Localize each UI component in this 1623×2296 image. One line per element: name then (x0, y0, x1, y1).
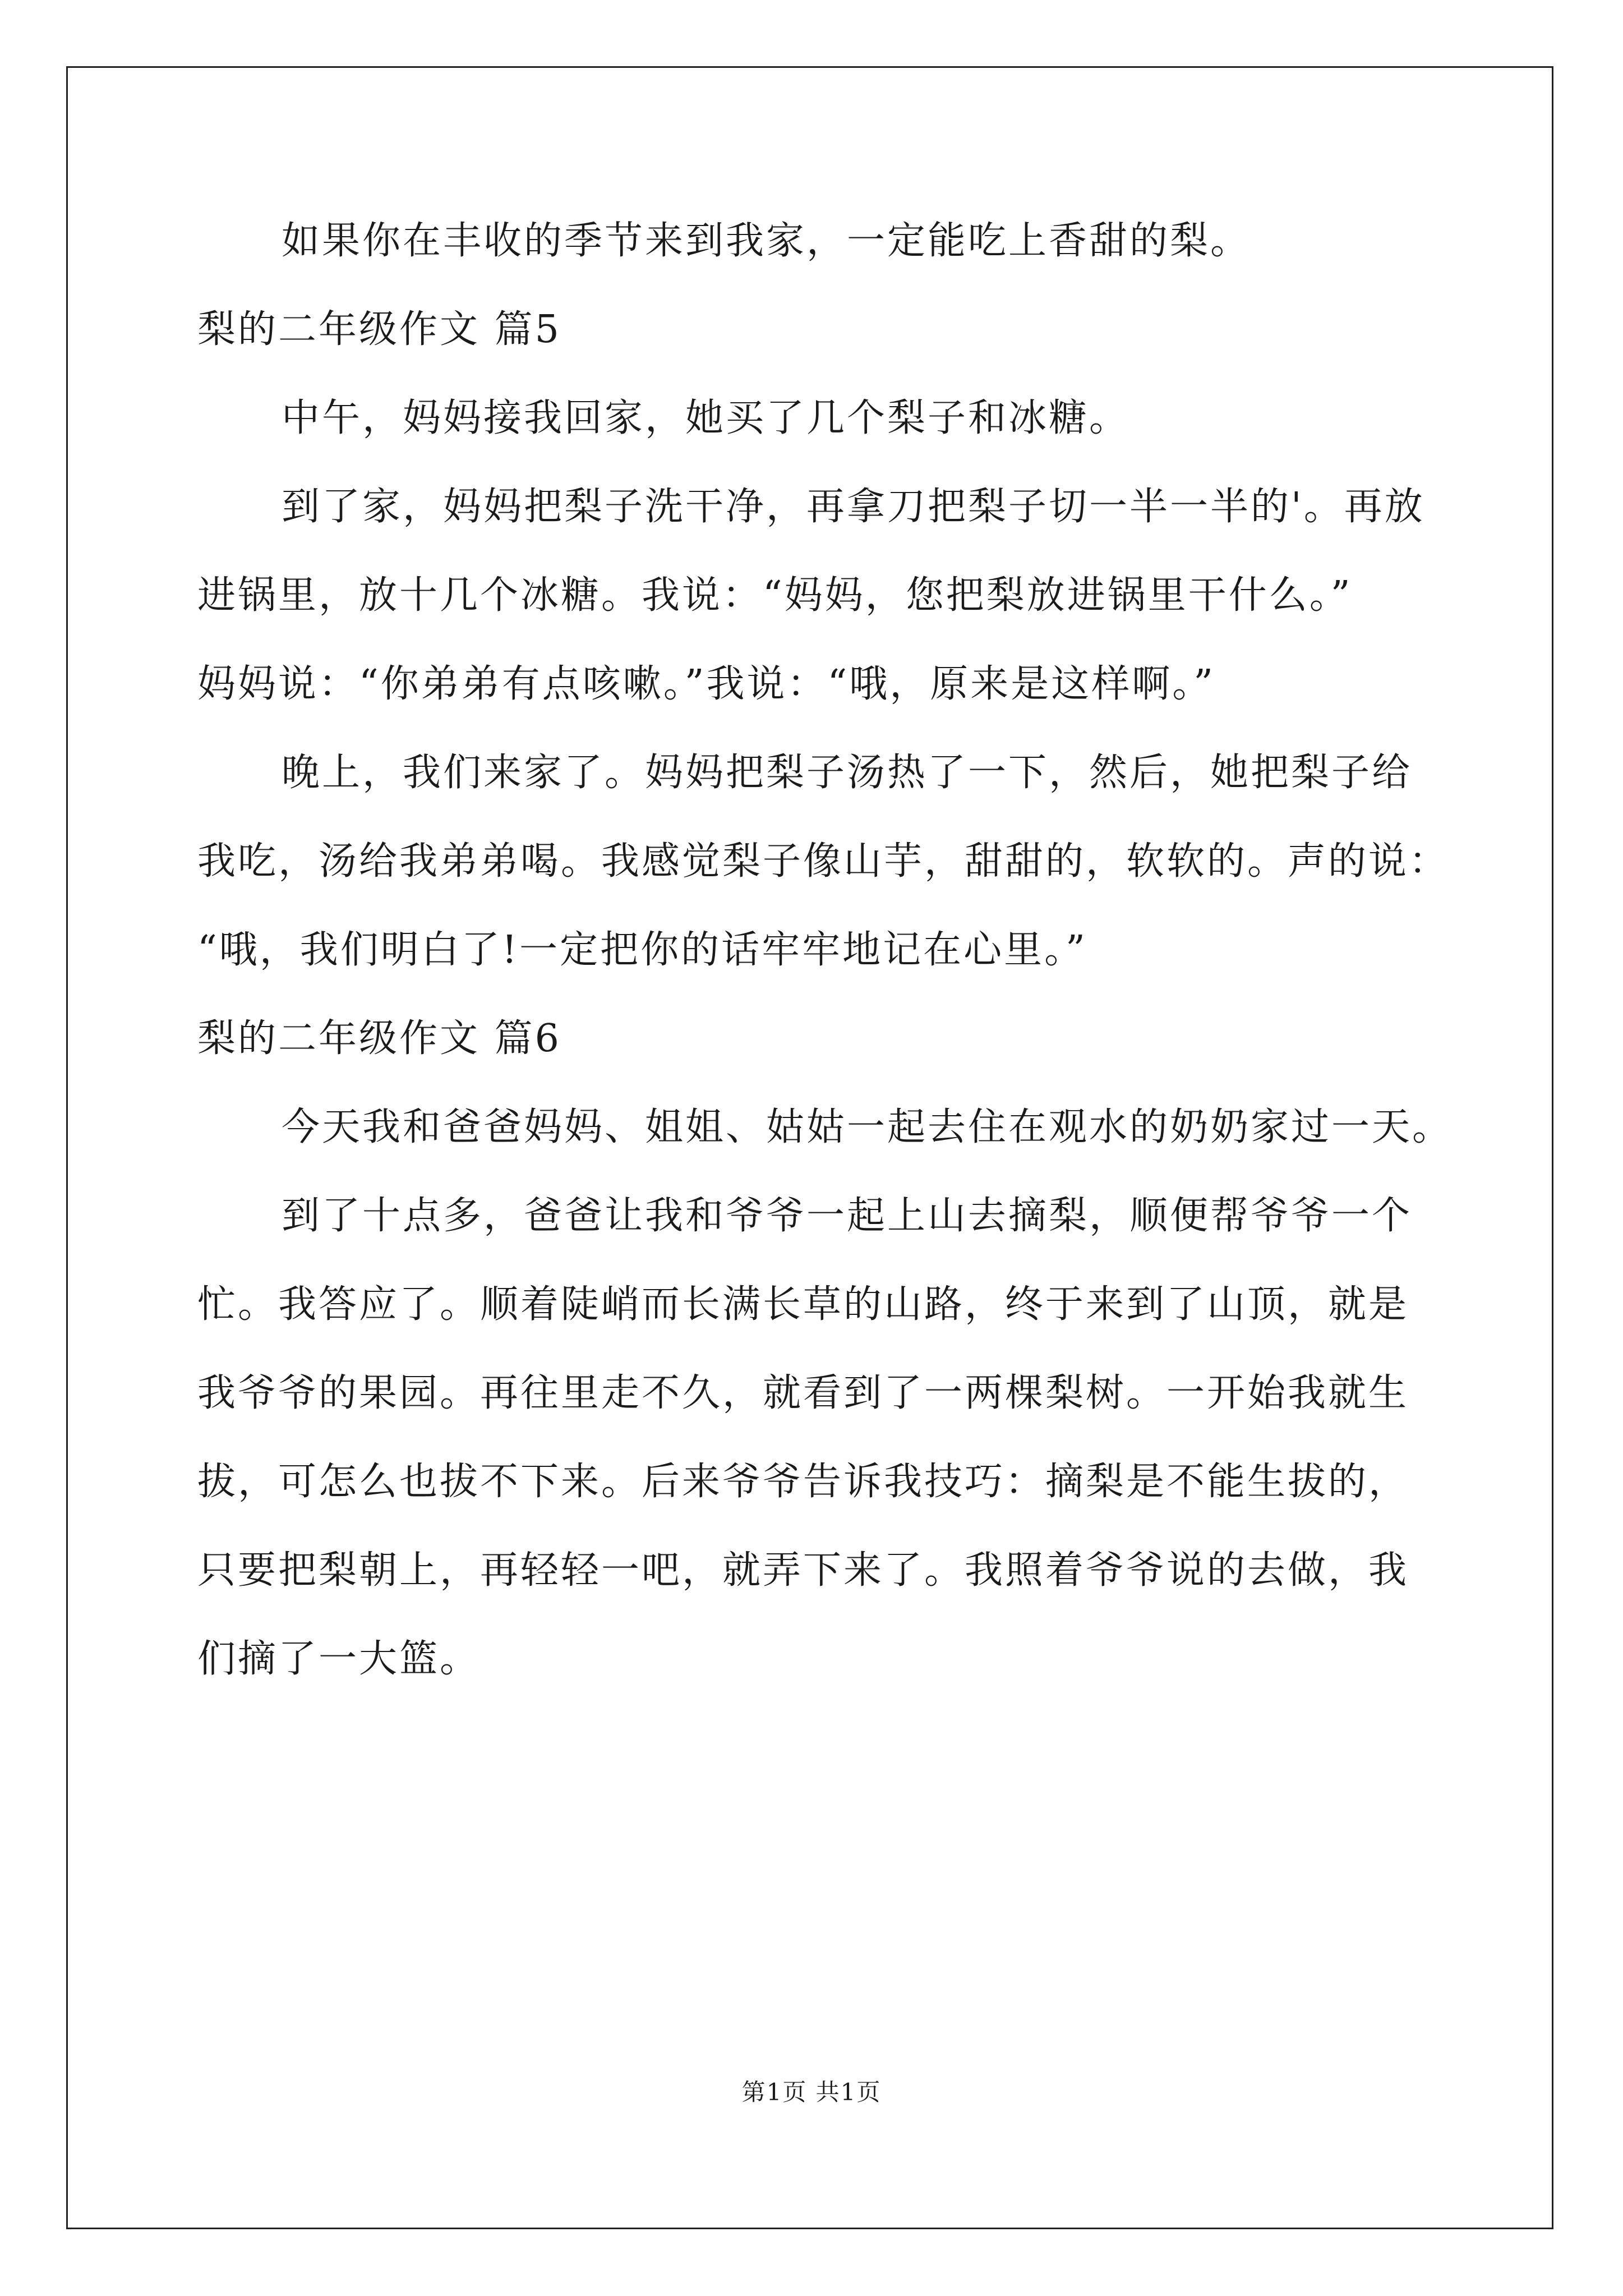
paragraph-line: 妈妈说：“你弟弟有点咳嗽。”我说：“哦，原来是这样啊。” (197, 662, 1216, 706)
paragraph-line: 晚上，我们来家了。妈妈把梨子汤热了一下，然后，她把梨子给 (282, 751, 1413, 795)
section-heading: 梨的二年级作文 篇6 (197, 1016, 561, 1061)
paragraph-line: 拔，可怎么也拔不下来。后来爷爷告诉我技巧：摘梨是不能生拔的， (197, 1460, 1409, 1504)
section-heading: 梨的二年级作文 篇5 (197, 307, 561, 352)
paragraph-line: 今天我和爸爸妈妈、姐姐、姑姑一起去住在观水的奶奶家过一天。 (282, 1105, 1453, 1149)
paragraph-line: 进锅里，放十几个冰糖。我说：“妈妈，您把梨放进锅里干什么。” (197, 573, 1353, 618)
page-footer: 第1页 共1页 (741, 2078, 882, 2106)
paragraph-line: 如果你在丰收的季节来到我家，一定能吃上香甜的梨。 (282, 219, 1251, 263)
paragraph-line: 中午，妈妈接我回家，她买了几个梨子和冰糖。 (282, 396, 1130, 440)
paragraph-line: 们摘了一大篮。 (197, 1637, 481, 1681)
paragraph-line: 只要把梨朝上，再轻轻一吧，就弄下来了。我照着爷爷说的去做，我 (197, 1548, 1409, 1593)
paragraph-line: 我吃，汤给我弟弟喝。我感觉梨子像山芋，甜甜的，软软的。声的说： (197, 839, 1450, 884)
paragraph-line: 忙。我答应了。顺着陡峭而长满长草的山路，终于来到了山顶，就是 (197, 1282, 1409, 1327)
paragraph-line: “哦，我们明白了!一定把你的话牢牢地记在心里。” (197, 928, 1087, 972)
paragraph-line: 到了十点多，爸爸让我和爷爷一起上山去摘梨，顺便帮爷爷一个 (282, 1194, 1413, 1238)
paragraph-line: 我爷爷的果园。再往里走不久，就看到了一两棵梨树。一开始我就生 (197, 1371, 1409, 1415)
paragraph-line: 到了家，妈妈把梨子洗干净，再拿刀把梨子切一半一半的'。再放 (282, 485, 1425, 529)
